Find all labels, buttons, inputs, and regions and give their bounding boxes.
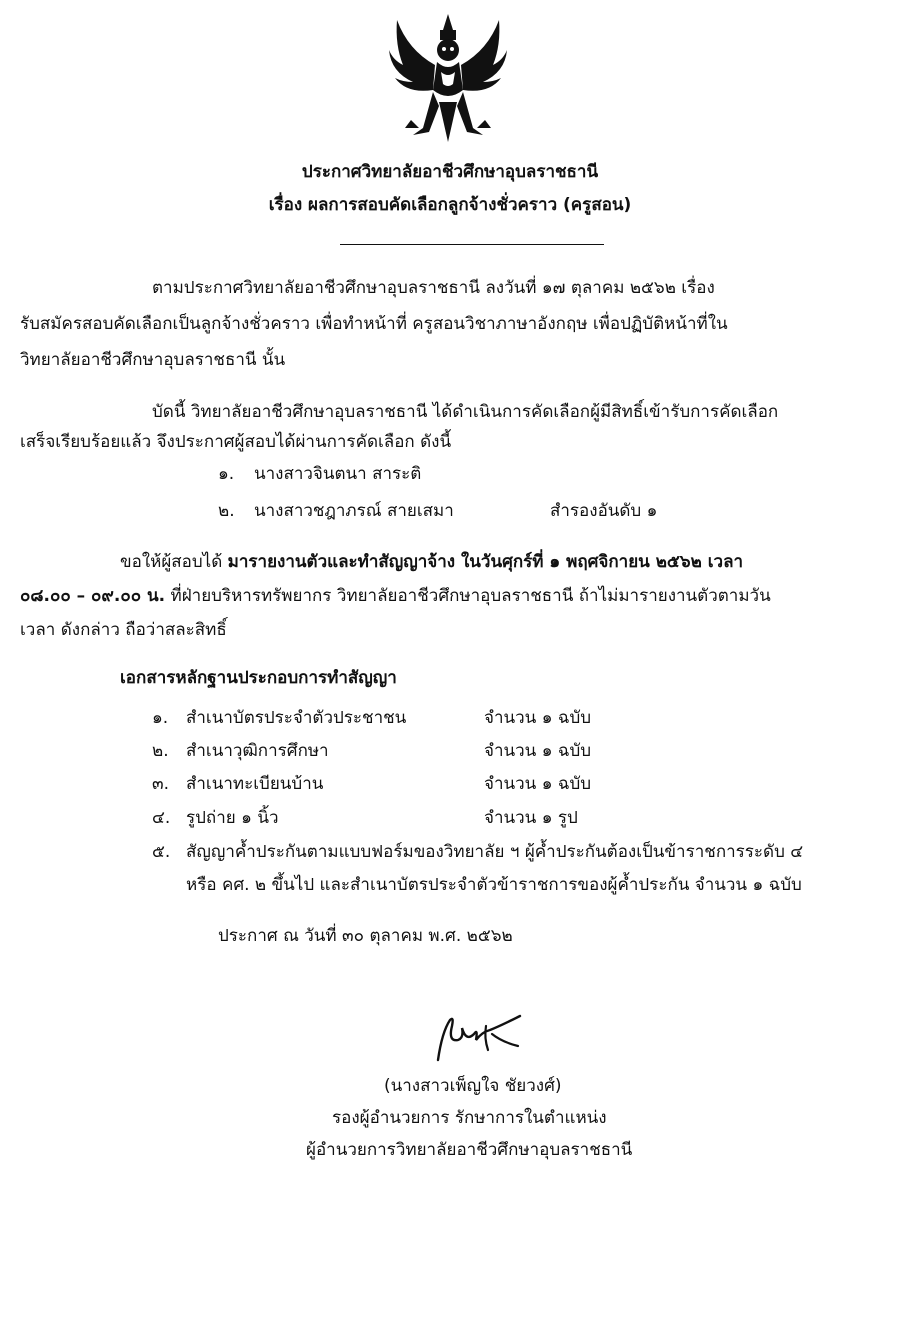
document-item-4-qty: จำนวน ๑ รูป [484, 808, 578, 828]
document-item-2-label: สำเนาวุฒิการศึกษา [186, 741, 329, 761]
announcement-title: ประกาศวิทยาลัยอาชีวศึกษาอุบลราชธานี [301, 162, 599, 182]
paragraph-3-intro: ขอให้ผู้สอบได้ [120, 552, 228, 572]
document-item-3-qty: จำนวน ๑ ฉบับ [484, 774, 592, 794]
paragraph-1-line-2: รับสมัครสอบคัดเลือกเป็นลูกจ้างชั่วคราว เพื่อทำหน้าที่ ครูสอนวิชาภาษาอังกฤษ เพื่อปฏิบัติหน้าที่ใน [20, 314, 728, 334]
report-date-text: มารายงานตัวและทำสัญญาจ้าง ในวันศุกร์ที่ ๑ พฤศจิกายน ๒๕๖๒ เวลา [227, 552, 744, 572]
document-item-1-qty: จำนวน ๑ ฉบับ [484, 708, 592, 728]
selected-item-1-name: นางสาวจินตนา สาระติ [254, 464, 422, 484]
selected-item-1-number: ๑. [218, 464, 235, 484]
document-item-5-line-1: สัญญาค้ำประกันตามแบบฟอร์มของวิทยาลัย ฯ ผู้ค้ำประกันต้องเป็นข้าราชการระดับ ๔ [186, 842, 804, 862]
header-divider [340, 244, 604, 245]
selected-item-2-note: สำรองอันดับ ๑ [550, 501, 658, 521]
paragraph-1-line-3: วิทยาลัยอาชีวศึกษาอุบลราชธานี นั้น [20, 350, 286, 370]
document-item-5-number: ๕. [152, 842, 171, 862]
paragraph-3-line-2 [20, 584, 771, 608]
document-item-1-label: สำเนาบัตรประจำตัวประชาชน [186, 708, 407, 728]
selected-item-2-number: ๒. [218, 501, 235, 521]
signatory-name: (นางสาวเพ็ญใจ ชัยวงศ์) [384, 1076, 562, 1096]
handwritten-signature-icon [428, 1012, 528, 1064]
document-item-1-number: ๑. [152, 708, 169, 728]
announce-date: ประกาศ ณ วันที่ ๓๐ ตุลาคม พ.ศ. ๒๕๖๒ [218, 926, 513, 946]
announcement-subject: เรื่อง ผลการสอบคัดเลือกลูกจ้างชั่วคราว (ครูสอน) [268, 195, 632, 215]
document-item-2-number: ๒. [152, 741, 169, 761]
paragraph-2-line-2: เสร็จเรียบร้อยแล้ว จึงประกาศผู้สอบได้ผ่านการคัดเลือก ดังนี้ [20, 432, 452, 452]
paragraph-1-line-1: ตามประกาศวิทยาลัยอาชีวศึกษาอุบลราชธานี ลงวันที่ ๑๗ ตุลาคม ๒๕๖๒ เรื่อง [152, 278, 715, 298]
signatory-position-1: รองผู้อำนวยการ รักษาการในตำแหน่ง [332, 1108, 607, 1128]
document-item-3-label: สำเนาทะเบียนบ้าน [186, 774, 324, 794]
garuda-emblem-icon [383, 10, 513, 145]
paragraph-3-line-1 [120, 550, 743, 574]
selected-item-2-name: นางสาวชฎาภรณ์ สายเสมา [254, 501, 454, 521]
document-item-3-number: ๓. [152, 774, 170, 794]
paragraph-2-line-1: บัดนี้ วิทยาลัยอาชีวศึกษาอุบลราชธานี ได้ดำเนินการคัดเลือกผู้มีสิทธิ์เข้ารับการคัดเลือก [152, 402, 779, 422]
documents-heading: เอกสารหลักฐานประกอบการทำสัญญา [120, 668, 397, 688]
report-time-text: ๐๘.๐๐ – ๐๙.๐๐ น. [20, 586, 166, 606]
document-item-4-number: ๔. [152, 808, 171, 828]
report-place-text: ที่ฝ่ายบริหารทรัพยากร วิทยาลัยอาชีวศึกษาอุบลราชธานี ถ้าไม่มารายงานตัวตามวัน [165, 586, 771, 606]
paragraph-3-line-3: เวลา ดังกล่าว ถือว่าสละสิทธิ์ [20, 620, 227, 640]
document-item-4-label: รูปถ่าย ๑ นิ้ว [186, 808, 279, 828]
signatory-position-2: ผู้อำนวยการวิทยาลัยอาชีวศึกษาอุบลราชธานี [306, 1140, 633, 1160]
document-item-2-qty: จำนวน ๑ ฉบับ [484, 741, 592, 761]
document-item-5-line-2: หรือ คศ. ๒ ขึ้นไป และสำเนาบัตรประจำตัวข้าราชการของผู้ค้ำประกัน จำนวน ๑ ฉบับ [186, 875, 802, 895]
